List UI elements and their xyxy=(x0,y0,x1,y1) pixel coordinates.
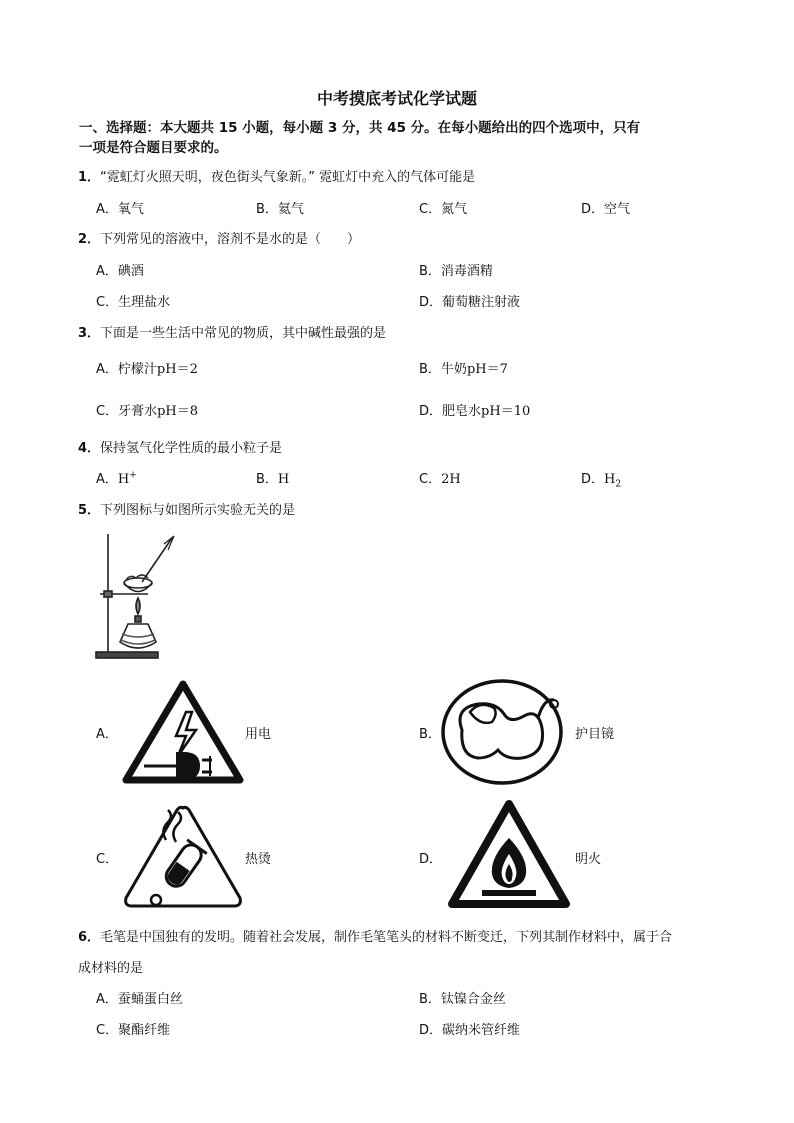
option-ph: pH＝8 xyxy=(157,404,199,419)
q6-option-a[interactable]: A．蚕蛹蛋白丝 xyxy=(96,992,183,1007)
question-3 xyxy=(78,322,386,341)
option-letter: D． xyxy=(581,472,605,487)
option-letter: C． xyxy=(419,472,442,487)
q5-option-a-label: 用电 xyxy=(245,727,272,742)
q6-option-c[interactable]: C．聚酯纤维 xyxy=(96,1023,171,1038)
evaporation-apparatus-figure xyxy=(90,530,180,662)
option-letter: A． xyxy=(96,362,118,377)
electricity-warning-icon xyxy=(122,680,244,784)
option-text: 牙膏水 xyxy=(118,404,158,419)
q5-option-b-label: 护目镜 xyxy=(575,727,615,742)
option-text: 肥皂水 xyxy=(442,404,482,419)
option-letter: B． xyxy=(419,362,441,377)
question-number: 3． xyxy=(78,326,101,341)
q3-option-d[interactable] xyxy=(419,400,530,419)
q2-option-c[interactable]: C．生理盐水 xyxy=(96,295,171,310)
question-5 xyxy=(78,499,295,518)
section-heading-line1: 一、选择题：本大题共 15 小题，每小题 3 分，共 45 分。在每小题给出的四个选项中，只有 xyxy=(79,120,641,136)
question-1 xyxy=(78,166,475,185)
q5-option-b-letter[interactable]: B． xyxy=(419,727,441,742)
q2-option-b[interactable]: B．消毒酒精 xyxy=(419,264,493,279)
question-stem: “霓虹灯火照天明，夜色街头气象新。” 霓虹灯中充入的气体可能是 xyxy=(100,170,476,185)
q1-option-a[interactable]: A．氧气 xyxy=(96,202,144,217)
option-letter: D． xyxy=(419,404,443,419)
question-stem: 下列常见的溶液中，溶剂不是水的是（ ） xyxy=(100,232,361,247)
option-letter: B． xyxy=(256,472,278,487)
q1-option-d[interactable]: D．空气 xyxy=(581,202,631,217)
q3-option-c[interactable] xyxy=(96,400,198,419)
question-stem: 下列图标与如图所示实验无关的是 xyxy=(100,503,296,518)
question-4 xyxy=(78,437,282,456)
q6-option-b[interactable]: B．钛镍合金丝 xyxy=(419,992,506,1007)
q1-option-c[interactable]: C．氮气 xyxy=(419,202,468,217)
q3-option-b[interactable] xyxy=(419,358,508,377)
option-formula: H xyxy=(117,472,130,487)
section-heading-line2: 一项是符合题目要求的。 xyxy=(79,140,228,156)
question-stem: 保持氢气化学性质的最小粒子是 xyxy=(100,441,283,456)
q3-option-a[interactable] xyxy=(96,358,198,377)
q1-option-b[interactable]: B．氦气 xyxy=(256,202,304,217)
option-text: 柠檬汁 xyxy=(117,362,157,377)
q5-option-a-letter[interactable]: A． xyxy=(96,727,118,742)
question-number: 5． xyxy=(78,503,101,518)
q5-option-d-label: 明火 xyxy=(575,852,602,867)
q5-option-c-label: 热烫 xyxy=(245,852,272,867)
option-formula: H xyxy=(604,472,616,487)
question-6 xyxy=(78,926,672,945)
q4-option-b[interactable] xyxy=(256,468,289,487)
option-ph: pH＝2 xyxy=(156,362,198,377)
q4-option-a[interactable] xyxy=(96,468,137,487)
question-stem-line2: 成材料的是 xyxy=(78,961,144,976)
goggles-icon xyxy=(440,678,564,786)
q5-option-c-letter[interactable]: C． xyxy=(96,852,119,867)
q6-option-d[interactable]: D．碳纳米管纤维 xyxy=(419,1023,521,1038)
q2-option-d[interactable]: D．葡萄糖注射液 xyxy=(419,295,521,310)
option-formula: 2H xyxy=(441,472,461,487)
open-flame-warning-icon xyxy=(446,798,572,910)
option-letter: A． xyxy=(96,472,118,487)
question-number: 6． xyxy=(78,930,101,945)
q4-option-c[interactable] xyxy=(419,468,461,487)
question-number: 4． xyxy=(78,441,101,456)
hot-surface-warning-icon xyxy=(120,802,246,912)
question-stem: 下面是一些生活中常见的物质，其中碱性最强的是 xyxy=(100,326,387,341)
q2-option-a[interactable]: A．碘酒 xyxy=(96,264,144,279)
question-2 xyxy=(78,228,360,247)
page-title: 中考摸底考试化学试题 xyxy=(316,89,477,108)
question-number: 1． xyxy=(78,170,101,185)
option-text: 牛奶 xyxy=(440,362,467,377)
option-ph: pH＝7 xyxy=(466,362,508,377)
option-ph: pH＝10 xyxy=(481,404,531,419)
question-number: 2． xyxy=(78,232,101,247)
question-stem-line1: 毛笔是中国独有的发明。随着社会发展，制作毛笔笔头的材料不断变迁，下列其制作材料中，属于合 xyxy=(100,930,673,945)
q5-option-d-letter[interactable]: D． xyxy=(419,852,443,867)
option-formula: H xyxy=(277,472,290,487)
q4-option-d[interactable] xyxy=(581,468,621,490)
option-superscript: + xyxy=(129,470,137,481)
option-letter: C． xyxy=(96,404,119,419)
option-subscript: 2 xyxy=(615,479,622,490)
